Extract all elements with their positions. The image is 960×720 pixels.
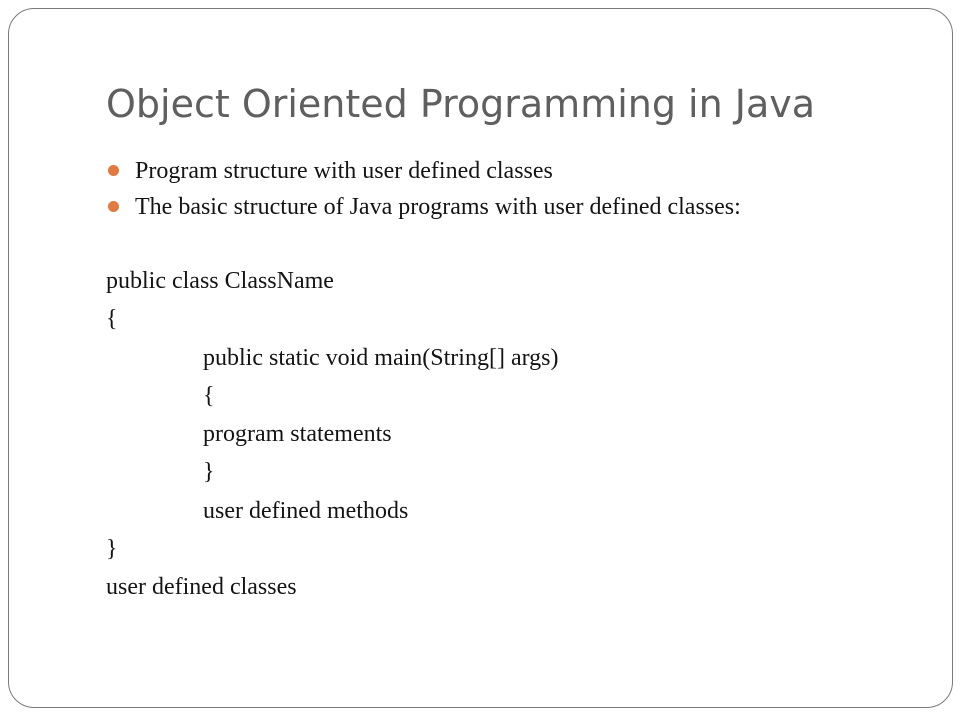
code-line: } — [106, 536, 118, 563]
slide-title: Object Oriented Programming in Java — [106, 82, 816, 126]
bullet-item — [108, 189, 741, 225]
code-line: { — [203, 382, 215, 409]
bullet-text: Program structure with user defined classes — [135, 158, 553, 184]
bullet-list — [108, 153, 741, 225]
code-line: user defined methods — [203, 497, 409, 524]
bullet-dot-icon — [108, 201, 119, 212]
bullet-item — [108, 153, 741, 189]
code-line: } — [203, 459, 215, 486]
bullet-text: The basic structure of Java programs with user defined classes: — [135, 194, 741, 220]
code-line: public static void main(String[] args) — [203, 344, 559, 371]
code-line: { — [106, 306, 118, 333]
code-line: public class ClassName — [106, 268, 334, 294]
bullet-dot-icon — [108, 165, 119, 176]
code-line: user defined classes — [106, 574, 297, 601]
code-block — [106, 262, 559, 607]
code-line: program statements — [203, 421, 392, 448]
